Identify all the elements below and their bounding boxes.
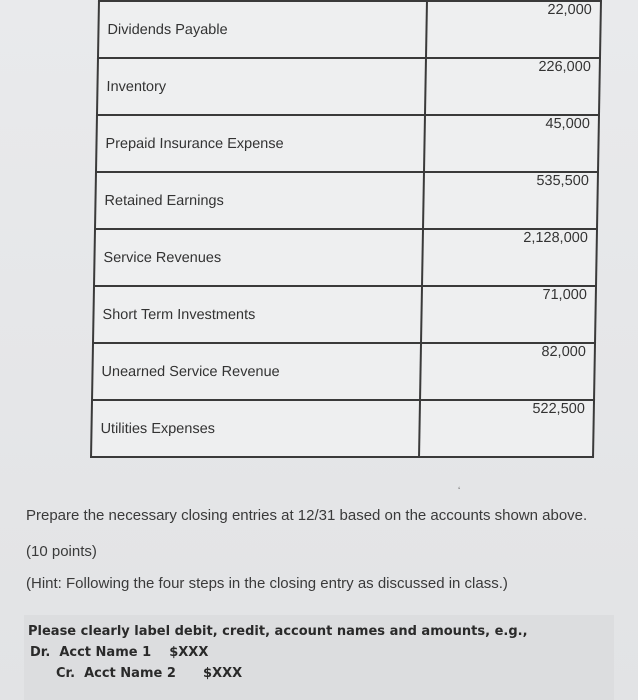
- stray-mark: ʻ: [458, 486, 461, 497]
- account-amount: 226,000: [425, 58, 600, 115]
- table-row: [98, 1, 601, 58]
- instruction-line: Please clearly label debit, credit, account names and amounts, e.g.,: [28, 624, 528, 639]
- account-name: Service Revenues: [94, 229, 423, 286]
- table-row: [93, 286, 596, 343]
- example-credit-line: Cr. Acct Name 2 $XXX: [56, 666, 243, 681]
- question-prompt: Prepare the necessary closing entries at 12/31 based on the accounts shown above. (10 points): [26, 507, 588, 560]
- account-amount: 535,500: [423, 172, 598, 229]
- account-amount: 22,000: [426, 1, 601, 58]
- table-row: [95, 172, 598, 229]
- account-name: Utilities Expenses: [91, 400, 420, 457]
- account-amount: 45,000: [424, 115, 599, 172]
- accounts-table: [90, 0, 602, 458]
- account-amount: 2,128,000: [422, 229, 597, 286]
- account-amount: 522,500: [419, 400, 594, 457]
- table-row: [97, 58, 600, 115]
- account-amount: 82,000: [420, 343, 595, 400]
- table-row: [92, 343, 595, 400]
- account-name: Inventory: [97, 58, 426, 115]
- account-name: Prepaid Insurance Expense: [96, 115, 425, 172]
- account-name: Short Term Investments: [93, 286, 422, 343]
- account-name: Dividends Payable: [98, 1, 427, 58]
- table-row: [96, 115, 599, 172]
- account-amount: 71,000: [421, 286, 596, 343]
- account-name: Unearned Service Revenue: [92, 343, 421, 400]
- account-name: Retained Earnings: [95, 172, 424, 229]
- example-debit-line: Dr. Acct Name 1 $XXX: [30, 645, 209, 660]
- table-row: [91, 400, 594, 457]
- question-hint: (Hint: Following the four steps in the closing entry as discussed in class.): [26, 575, 508, 592]
- table-row: [94, 229, 597, 286]
